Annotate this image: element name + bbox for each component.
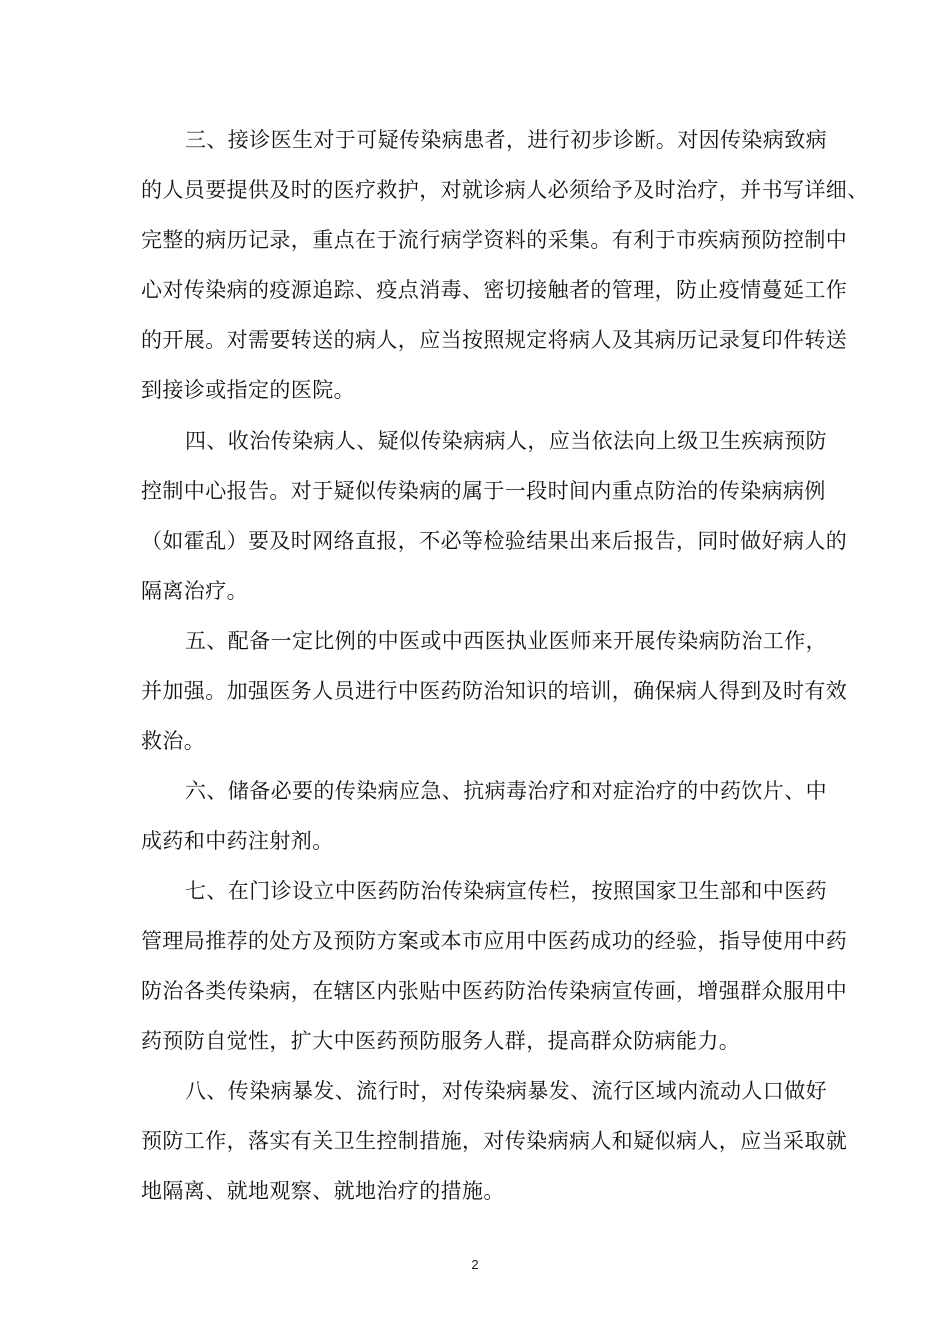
paragraph-5-line-2: 并加强。加强医务人员进行中医药防治知识的培训，确保病人得到及时有效 <box>141 679 848 703</box>
paragraph-3-line-5: 的开展。对需要转送的病人，应当按照规定将病人及其病历记录复印件转送 <box>141 328 848 352</box>
paragraph-3-line-4: 心对传染病的疫源追踪、疫点消毒、密切接触者的管理，防止疫情蔓延工作 <box>141 278 848 302</box>
paragraph-7-line-4: 药预防自觉性，扩大中医药预防服务人群，提高群众防病能力。 <box>141 1029 741 1053</box>
paragraph-3-line-6: 到接诊或指定的医院。 <box>141 378 355 402</box>
paragraph-3-line-3: 完整的病历记录，重点在于流行病学资料的采集。有利于市疾病预防控制中 <box>141 228 848 252</box>
paragraph-8-line-2: 预防工作，落实有关卫生控制措施，对传染病病人和疑似病人，应当采取就 <box>141 1129 848 1153</box>
paragraph-6-line-1: 六、储备必要的传染病应急、抗病毒治疗和对症治疗的中药饮片、中 <box>185 779 827 803</box>
paragraph-4-line-3: （如霍乱）要及时网络直报，不必等检验结果出来后报告，同时做好病人的 <box>141 529 848 553</box>
paragraph-6-line-2: 成药和中药注射剂。 <box>141 829 334 853</box>
page-number: 2 <box>471 1257 479 1272</box>
paragraph-4-line-2: 控制中心报告。对于疑似传染病的属于一段时间内重点防治的传染病病例 <box>141 479 826 503</box>
paragraph-5-line-1: 五、配备一定比例的中医或中西医执业医师来开展传染病防治工作， <box>185 629 827 653</box>
paragraph-5-line-3: 救治。 <box>141 729 206 753</box>
paragraph-7-line-2: 管理局推荐的处方及预防方案或本市应用中医药成功的经验，指导使用中药 <box>141 929 848 953</box>
paragraph-7-line-1: 七、在门诊设立中医药防治传染病宣传栏，按照国家卫生部和中医药 <box>185 879 827 903</box>
paragraph-7-line-3: 防治各类传染病，在辖区内张贴中医药防治传染病宣传画，增强群众服用中 <box>141 979 848 1003</box>
paragraph-3-line-1: 三、接诊医生对于可疑传染病患者，进行初步诊断。对因传染病致病 <box>185 128 827 152</box>
paragraph-4-line-4: 隔离治疗。 <box>141 579 248 603</box>
paragraph-8-line-1: 八、传染病暴发、流行时，对传染病暴发、流行区域内流动人口做好 <box>185 1079 827 1103</box>
paragraph-8-line-3: 地隔离、就地观察、就地治疗的措施。 <box>141 1179 505 1203</box>
paragraph-4-line-1: 四、收治传染病人、疑似传染病病人，应当依法向上级卫生疾病预防 <box>185 429 827 453</box>
paragraph-3-line-2: 的人员要提供及时的医疗救护，对就诊病人必须给予及时治疗，并书写详细、 <box>141 178 869 202</box>
